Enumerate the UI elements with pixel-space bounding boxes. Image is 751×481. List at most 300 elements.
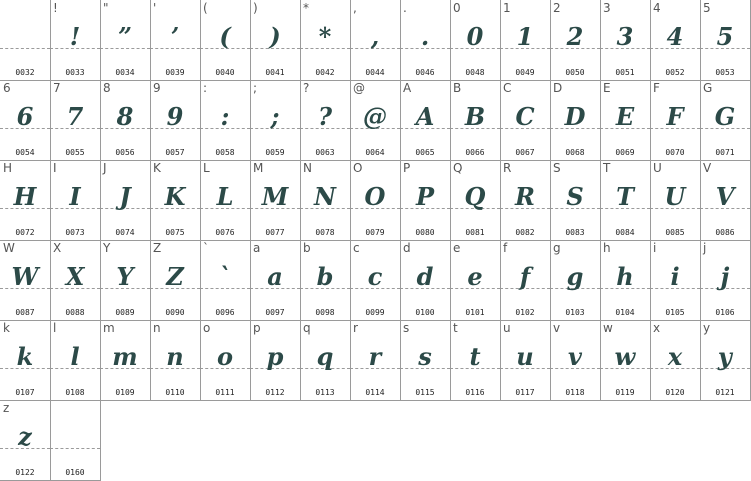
glyph-cell[interactable] [50, 80, 101, 161]
glyph-cell[interactable] [550, 80, 601, 161]
glyph-preview: i [670, 262, 680, 291]
char-code: 0099 [365, 308, 385, 317]
glyph-cell[interactable] [250, 320, 301, 401]
char-code: 0032 [15, 68, 35, 77]
glyph-cell[interactable] [200, 320, 251, 401]
glyph-preview: 3 [616, 22, 634, 51]
cell-character: O [353, 161, 363, 175]
char-code: 0054 [15, 148, 35, 157]
cell-character: y [703, 321, 711, 335]
cell-character: . [403, 1, 407, 15]
char-code: 0082 [515, 228, 535, 237]
glyph-preview: ` [219, 262, 231, 291]
cell-character: u [503, 321, 511, 335]
cell-character: U [653, 161, 662, 175]
glyph-cell[interactable] [400, 0, 451, 81]
glyph-preview: ’ [170, 22, 180, 51]
glyph-preview: a [267, 262, 283, 291]
glyph-preview: 6 [16, 102, 34, 131]
cell-character: 5 [703, 1, 711, 15]
char-code: 0090 [165, 308, 185, 317]
cell-character: h [603, 241, 611, 255]
char-code: 0064 [365, 148, 385, 157]
glyph-cell[interactable] [400, 320, 451, 401]
glyph-cell[interactable] [350, 240, 401, 321]
glyph-preview: 4 [666, 22, 684, 51]
cell-character: e [453, 241, 461, 255]
glyph-cell[interactable] [100, 240, 151, 321]
glyph-cell[interactable] [300, 240, 351, 321]
glyph-cell[interactable] [400, 240, 451, 321]
cell-character: ? [303, 81, 310, 95]
char-code: 0119 [615, 388, 635, 397]
glyph-cell[interactable] [450, 160, 501, 241]
glyph-cell[interactable] [0, 240, 51, 321]
cell-character: E [603, 81, 611, 95]
char-code: 0081 [465, 228, 485, 237]
glyph-preview: 0 [466, 22, 484, 51]
cell-character: V [703, 161, 712, 175]
char-code: 0105 [665, 308, 685, 317]
cell-character: 6 [3, 81, 11, 95]
glyph-preview: d [416, 262, 434, 291]
glyph-preview: Y [116, 262, 134, 291]
char-code: 0048 [465, 68, 485, 77]
glyph-cell[interactable] [50, 0, 101, 81]
cell-character: 7 [53, 81, 61, 95]
char-code: 0109 [115, 388, 135, 397]
char-code: 0097 [265, 308, 285, 317]
glyph-cell[interactable] [500, 0, 551, 81]
char-code: 0055 [65, 148, 85, 157]
char-code: 0104 [615, 308, 635, 317]
glyph-cell[interactable] [450, 0, 501, 81]
glyph-cell[interactable] [350, 320, 401, 401]
glyph-preview: @ [363, 102, 387, 131]
cell-character: k [3, 321, 10, 335]
cell-character: ` [203, 241, 209, 255]
glyph-preview: 9 [166, 102, 184, 131]
glyph-preview: ! [69, 22, 81, 51]
glyph-cell[interactable] [650, 160, 701, 241]
char-code: 0102 [515, 308, 535, 317]
cell-character: w [603, 321, 613, 335]
glyph-cell[interactable] [550, 240, 601, 321]
cell-character: ) [253, 1, 258, 15]
glyph-cell[interactable] [0, 320, 51, 401]
char-code: 0042 [315, 68, 335, 77]
glyph-preview: M [261, 182, 289, 211]
glyph-cell[interactable] [200, 80, 251, 161]
glyph-preview: v [568, 342, 582, 371]
cell-character: @ [353, 81, 365, 95]
glyph-cell[interactable] [250, 0, 301, 81]
glyph-preview: ( [219, 22, 231, 51]
glyph-preview: l [70, 342, 80, 371]
char-code: 0053 [715, 68, 735, 77]
glyph-cell[interactable] [650, 240, 701, 321]
cell-character: n [153, 321, 161, 335]
char-code: 0071 [715, 148, 735, 157]
glyph-cell[interactable] [500, 80, 551, 161]
glyph-cell[interactable] [600, 160, 651, 241]
cell-character: H [3, 161, 13, 175]
char-code: 0076 [215, 228, 235, 237]
glyph-preview: j [720, 262, 730, 291]
glyph-cell[interactable] [150, 320, 201, 401]
glyph-preview: ? [317, 102, 333, 131]
glyph-preview: R [515, 182, 535, 211]
glyph-cell[interactable] [550, 0, 601, 81]
cell-character: f [503, 241, 508, 255]
glyph-preview: у [717, 342, 733, 371]
glyph-preview: Q [464, 182, 486, 211]
glyph-cell[interactable] [450, 320, 501, 401]
glyph-cell[interactable] [200, 160, 251, 241]
char-code: 0113 [315, 388, 335, 397]
char-code: 0089 [115, 308, 135, 317]
char-code: 0101 [465, 308, 485, 317]
glyph-cell[interactable] [100, 80, 151, 161]
cell-character: B [453, 81, 462, 95]
cell-character: c [353, 241, 360, 255]
glyph-preview: q [316, 342, 334, 371]
char-code: 0040 [215, 68, 235, 77]
cell-character: ! [53, 1, 58, 15]
glyph-cell[interactable] [450, 80, 501, 161]
glyph-preview: g [566, 262, 584, 291]
cell-character: 0 [453, 1, 461, 15]
cell-character: G [703, 81, 713, 95]
glyph-cell[interactable] [50, 160, 101, 241]
cell-character: P [403, 161, 411, 175]
glyph-preview: N [314, 182, 336, 211]
glyph-preview: T [616, 182, 634, 211]
glyph-cell[interactable] [300, 80, 351, 161]
glyph-cell[interactable] [700, 160, 751, 241]
glyph-preview: z [18, 422, 32, 451]
glyph-preview: V [715, 182, 735, 211]
glyph-preview: : [220, 102, 230, 131]
glyph-preview: u [516, 342, 534, 371]
glyph-cell[interactable] [150, 240, 201, 321]
char-code: 0044 [365, 68, 385, 77]
char-code: 0070 [665, 148, 685, 157]
glyph-preview: 8 [116, 102, 134, 131]
glyph-cell[interactable] [50, 320, 101, 401]
glyph-cell[interactable] [350, 80, 401, 161]
glyph-cell[interactable] [100, 320, 151, 401]
char-code: 0098 [315, 308, 335, 317]
glyph-cell[interactable] [650, 80, 701, 161]
glyph-preview: c [367, 262, 383, 291]
glyph-preview: p [266, 342, 284, 371]
cell-character: r [353, 321, 358, 335]
cell-character: " [103, 1, 109, 15]
cell-character: Z [153, 241, 162, 255]
glyph-cell[interactable] [150, 0, 201, 81]
glyph-preview: O [364, 182, 386, 211]
glyph-cell[interactable] [0, 80, 51, 161]
char-code: 0057 [165, 148, 185, 157]
char-code: 0066 [465, 148, 485, 157]
cell-character: J [103, 161, 107, 175]
char-code: 0073 [65, 228, 85, 237]
char-code: 0065 [415, 148, 435, 157]
cell-character: Q [453, 161, 463, 175]
glyph-preview: E [615, 102, 635, 131]
glyph-preview: t [469, 342, 481, 371]
cell-character: j [703, 241, 707, 255]
glyph-cell[interactable] [150, 80, 201, 161]
glyph-cell[interactable] [0, 0, 51, 81]
cell-character: L [203, 161, 210, 175]
char-code: 0114 [365, 388, 385, 397]
glyph-cell[interactable] [0, 400, 51, 481]
glyph-cell[interactable] [400, 160, 451, 241]
glyph-preview: X [65, 262, 85, 291]
glyph-cell[interactable] [150, 160, 201, 241]
glyph-preview: B [464, 102, 486, 131]
glyph-preview: D [564, 102, 586, 131]
cell-character: t [453, 321, 458, 335]
glyph-cell[interactable] [550, 320, 601, 401]
cell-character: , [353, 1, 357, 15]
cell-character: * [303, 1, 309, 15]
cell-character: A [403, 81, 412, 95]
glyph-preview: ) [269, 22, 281, 51]
cell-character: N [303, 161, 312, 175]
glyph-preview: o [216, 342, 233, 371]
glyph-cell[interactable] [250, 160, 301, 241]
char-code: 0051 [615, 68, 635, 77]
glyph-cell[interactable] [50, 400, 101, 481]
cell-character: x [653, 321, 661, 335]
glyph-cell[interactable] [500, 160, 551, 241]
cell-character: o [203, 321, 211, 335]
glyph-preview: s [418, 342, 432, 371]
char-code: 0034 [115, 68, 135, 77]
cell-character: : [203, 81, 208, 95]
cell-character: m [103, 321, 115, 335]
glyph-preview: Z [166, 262, 184, 291]
glyph-preview: G [714, 102, 736, 131]
char-code: 0067 [515, 148, 535, 157]
char-code: 0058 [215, 148, 235, 157]
char-code: 0122 [15, 468, 35, 477]
cell-character: b [303, 241, 311, 255]
cell-character: l [53, 321, 57, 335]
glyph-preview: K [164, 182, 186, 211]
char-code: 0106 [715, 308, 735, 317]
glyph-cell[interactable] [200, 240, 251, 321]
cell-character: 4 [653, 1, 661, 15]
cell-character: ' [153, 1, 157, 15]
cell-character: ( [203, 1, 208, 15]
char-code: 0107 [15, 388, 35, 397]
glyph-cell[interactable] [300, 320, 351, 401]
char-code: 0068 [565, 148, 585, 157]
glyph-cell[interactable] [600, 80, 651, 161]
cell-character: s [403, 321, 410, 335]
glyph-cell[interactable] [200, 0, 251, 81]
cell-character: Y [103, 241, 111, 255]
glyph-cell[interactable] [250, 240, 301, 321]
char-code: 0112 [265, 388, 285, 397]
char-code: 0117 [515, 388, 535, 397]
glyph-preview: I [69, 182, 81, 211]
cell-character: d [403, 241, 411, 255]
cell-character: 9 [153, 81, 161, 95]
glyph-preview: f [519, 262, 531, 291]
glyph-preview: F [666, 102, 684, 131]
char-code: 0046 [415, 68, 435, 77]
glyph-cell[interactable] [650, 320, 701, 401]
char-code: 0083 [565, 228, 585, 237]
char-code: 0074 [115, 228, 135, 237]
char-code: 0108 [65, 388, 85, 397]
glyph-cell[interactable] [450, 240, 501, 321]
cell-character: K [153, 161, 161, 175]
char-code: 0052 [665, 68, 685, 77]
glyph-cell[interactable] [700, 240, 751, 321]
baseline [0, 48, 50, 49]
glyph-preview: , [370, 22, 380, 51]
cell-character: I [53, 161, 57, 175]
baseline [50, 448, 100, 449]
cell-character: D [553, 81, 563, 95]
glyph-preview: * [318, 22, 332, 51]
glyph-preview: h [616, 262, 634, 291]
glyph-cell[interactable] [700, 80, 751, 161]
glyph-preview: w [614, 342, 636, 371]
glyph-preview: k [16, 342, 34, 371]
glyph-cell[interactable] [700, 320, 751, 401]
cell-character: 2 [553, 1, 561, 15]
char-code: 0088 [65, 308, 85, 317]
cell-character: a [253, 241, 261, 255]
glyph-cell[interactable] [500, 320, 551, 401]
glyph-preview: W [11, 262, 39, 291]
char-code: 0079 [365, 228, 385, 237]
cell-character: R [503, 161, 512, 175]
glyph-preview: A [415, 102, 435, 131]
char-code: 0087 [15, 308, 35, 317]
glyph-cell[interactable] [600, 320, 651, 401]
glyph-cell[interactable] [350, 160, 401, 241]
glyph-cell[interactable] [100, 0, 151, 81]
char-code: 0056 [115, 148, 135, 157]
glyph-preview: 7 [66, 102, 84, 131]
cell-character: 8 [103, 81, 111, 95]
glyph-preview: J [119, 182, 131, 211]
char-code: 0111 [215, 388, 235, 397]
glyph-cell[interactable] [300, 160, 351, 241]
char-code: 0080 [415, 228, 435, 237]
glyph-cell[interactable] [550, 160, 601, 241]
cell-character: q [303, 321, 311, 335]
glyph-preview: e [467, 262, 483, 291]
char-code: 0086 [715, 228, 735, 237]
char-code: 0075 [165, 228, 185, 237]
glyph-preview: C [515, 102, 535, 131]
glyph-preview: P [415, 182, 435, 211]
char-code: 0069 [615, 148, 635, 157]
cell-character: F [653, 81, 660, 95]
glyph-cell[interactable] [250, 80, 301, 161]
glyph-preview: b [316, 262, 334, 291]
glyph-cell[interactable] [600, 0, 651, 81]
glyph-cell[interactable] [100, 160, 151, 241]
glyph-cell[interactable] [400, 80, 451, 161]
glyph-preview: r [368, 342, 382, 371]
glyph-preview: m [112, 342, 138, 371]
char-code: 0103 [565, 308, 585, 317]
glyph-preview: H [13, 182, 37, 211]
char-code: 0049 [515, 68, 535, 77]
cell-character: 3 [603, 1, 611, 15]
cell-character: S [553, 161, 561, 175]
char-code: 0050 [565, 68, 585, 77]
char-code: 0078 [315, 228, 335, 237]
glyph-cell[interactable] [500, 240, 551, 321]
char-code: 0115 [415, 388, 435, 397]
char-code: 0084 [615, 228, 635, 237]
cell-character: ; [253, 81, 258, 95]
char-code: 0110 [165, 388, 185, 397]
char-code: 0077 [265, 228, 285, 237]
char-code: 0063 [315, 148, 335, 157]
char-code: 0121 [715, 388, 735, 397]
glyph-preview: ” [118, 22, 132, 51]
char-code: 0118 [565, 388, 585, 397]
cell-character: i [653, 241, 657, 255]
char-code: 0085 [665, 228, 685, 237]
char-code: 0039 [165, 68, 185, 77]
glyph-preview: U [664, 182, 686, 211]
cell-character: C [503, 81, 512, 95]
cell-character: X [53, 241, 62, 255]
cell-character: W [3, 241, 15, 255]
glyph-preview: x [667, 342, 683, 371]
glyph-preview: 5 [716, 22, 734, 51]
glyph-cell[interactable] [300, 0, 351, 81]
glyph-cell[interactable] [0, 160, 51, 241]
cell-character: M [253, 161, 264, 175]
cell-character: 1 [503, 1, 511, 15]
glyph-preview: S [566, 182, 584, 211]
cell-character: T [603, 161, 611, 175]
cell-character: z [3, 401, 10, 415]
glyph-cell[interactable] [600, 240, 651, 321]
glyph-cell[interactable] [350, 0, 401, 81]
cell-character: g [553, 241, 561, 255]
char-code: 0072 [15, 228, 35, 237]
char-code: 0160 [65, 468, 85, 477]
glyph-preview: n [166, 342, 184, 371]
char-code: 0033 [65, 68, 85, 77]
char-code: 0059 [265, 148, 285, 157]
glyph-preview: . [420, 22, 430, 51]
glyph-cell[interactable] [50, 240, 101, 321]
char-code: 0041 [265, 68, 285, 77]
glyph-cell[interactable] [700, 0, 751, 81]
cell-character: v [553, 321, 561, 335]
glyph-preview: 1 [516, 22, 534, 51]
glyph-preview: 2 [566, 22, 584, 51]
glyph-preview: ; [270, 102, 280, 131]
glyph-cell[interactable] [650, 0, 701, 81]
